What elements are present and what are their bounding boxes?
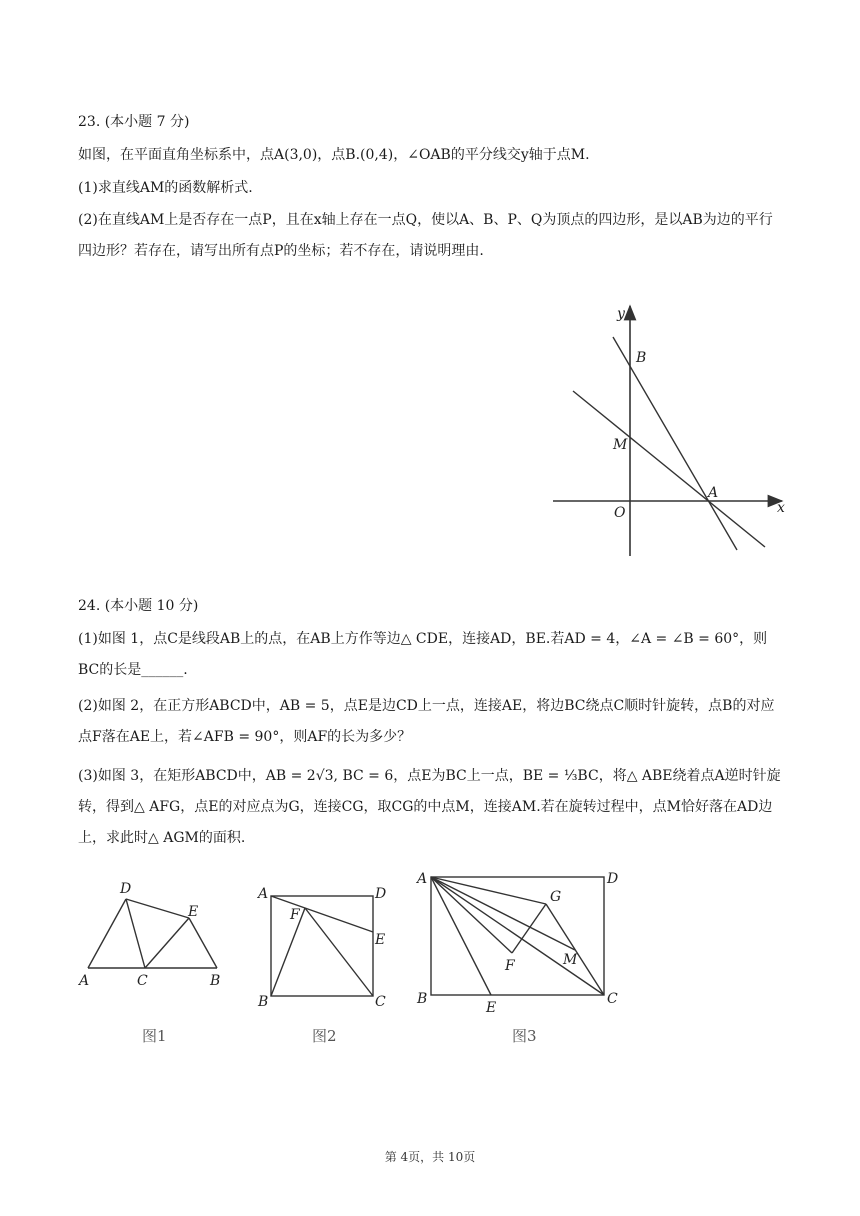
q23-header: 23. (本小题 7 分) (78, 114, 190, 130)
q23-coordinate-figure (550, 300, 800, 562)
fig3-label-f: F (505, 958, 515, 974)
fig3-label-m: M (563, 952, 578, 968)
fig3-label-c: C (607, 991, 618, 1007)
fig2-label-d: D (375, 886, 387, 902)
page-footer: 第 4页，共 10页 (384, 1150, 476, 1164)
label-x: x (777, 500, 785, 516)
q23-part1: (1)求直线AM的函数解析式. (78, 180, 253, 196)
q24-header: 24. (本小题 10 分) (78, 598, 199, 614)
line-ab (613, 337, 737, 550)
label-b: B (636, 350, 647, 366)
fig2-label-e: E (375, 932, 386, 948)
q24-part2: (2)如图 2，在正方形ABCD中，AB = 5，点E是边CD上一点，连接AE，将边BC绕点C顺时针旋转，点B的对应点F落在AE上，若∠AFB = 90°，则AF的长为多少？ (78, 698, 775, 745)
fig3-label-b: B (417, 991, 428, 1007)
fig3-label-g: G (550, 889, 562, 905)
fig3-label-a: A (417, 871, 428, 887)
figure-3 (410, 866, 625, 1018)
fig2-label-b: B (258, 994, 269, 1010)
fig1-label-b: B (210, 973, 221, 989)
fig2-caption: 图2 (312, 1027, 337, 1045)
fig2-label-a: A (258, 886, 269, 902)
fig3-label-d: D (607, 871, 619, 887)
fig2-label-f: F (290, 907, 300, 923)
figure-1 (70, 875, 230, 995)
fig2-label-c: C (375, 994, 386, 1010)
label-o: O (614, 505, 626, 521)
fig1-caption: 图1 (142, 1027, 167, 1045)
q24-part1: (1)如图 1，点C是线段AB上的点，在AB上方作等边△ CDE，连接AD，BE.若AD = 4，∠A = ∠B = 60°，则BC的长是______. (78, 631, 768, 678)
label-y: y (617, 306, 625, 322)
fig1-label-e: E (188, 904, 199, 920)
q23-stem: 如图，在平面直角坐标系中，点A(3,0)，点B.(0,4)，∠OAB的平分线交y轴于点M. (78, 147, 590, 163)
label-m: M (613, 437, 628, 453)
label-a: A (708, 485, 719, 501)
line-am (573, 391, 765, 547)
fig1-label-d: D (120, 881, 132, 897)
fig3-label-e: E (486, 1000, 497, 1016)
q24-part3: (3)如图 3，在矩形ABCD中，AB = 2√3, BC = 6，点E为BC上一点，BE = ⅓BC，将△ ABE绕着点A逆时针旋转，得到△ AFG，点E的对应点为G，连接CG，取CG的中点M，连接AM.若在旋转过程中，点M恰好落在AD边上，求此时△ AGM的面积. (78, 768, 781, 846)
q23-part2: (2)在直线AM上是否存在一点P，且在x轴上存在一点Q，使以A、B、P、Q为顶点的四边形，是以AB为边的平行四边形？若存在，请写出所有点P的坐标；若不存在，请说明理由. (78, 212, 773, 259)
fig1-label-c: C (137, 973, 148, 989)
fig3-caption: 图3 (512, 1027, 537, 1045)
figure-2 (250, 880, 395, 1010)
fig1-label-a: A (79, 973, 90, 989)
